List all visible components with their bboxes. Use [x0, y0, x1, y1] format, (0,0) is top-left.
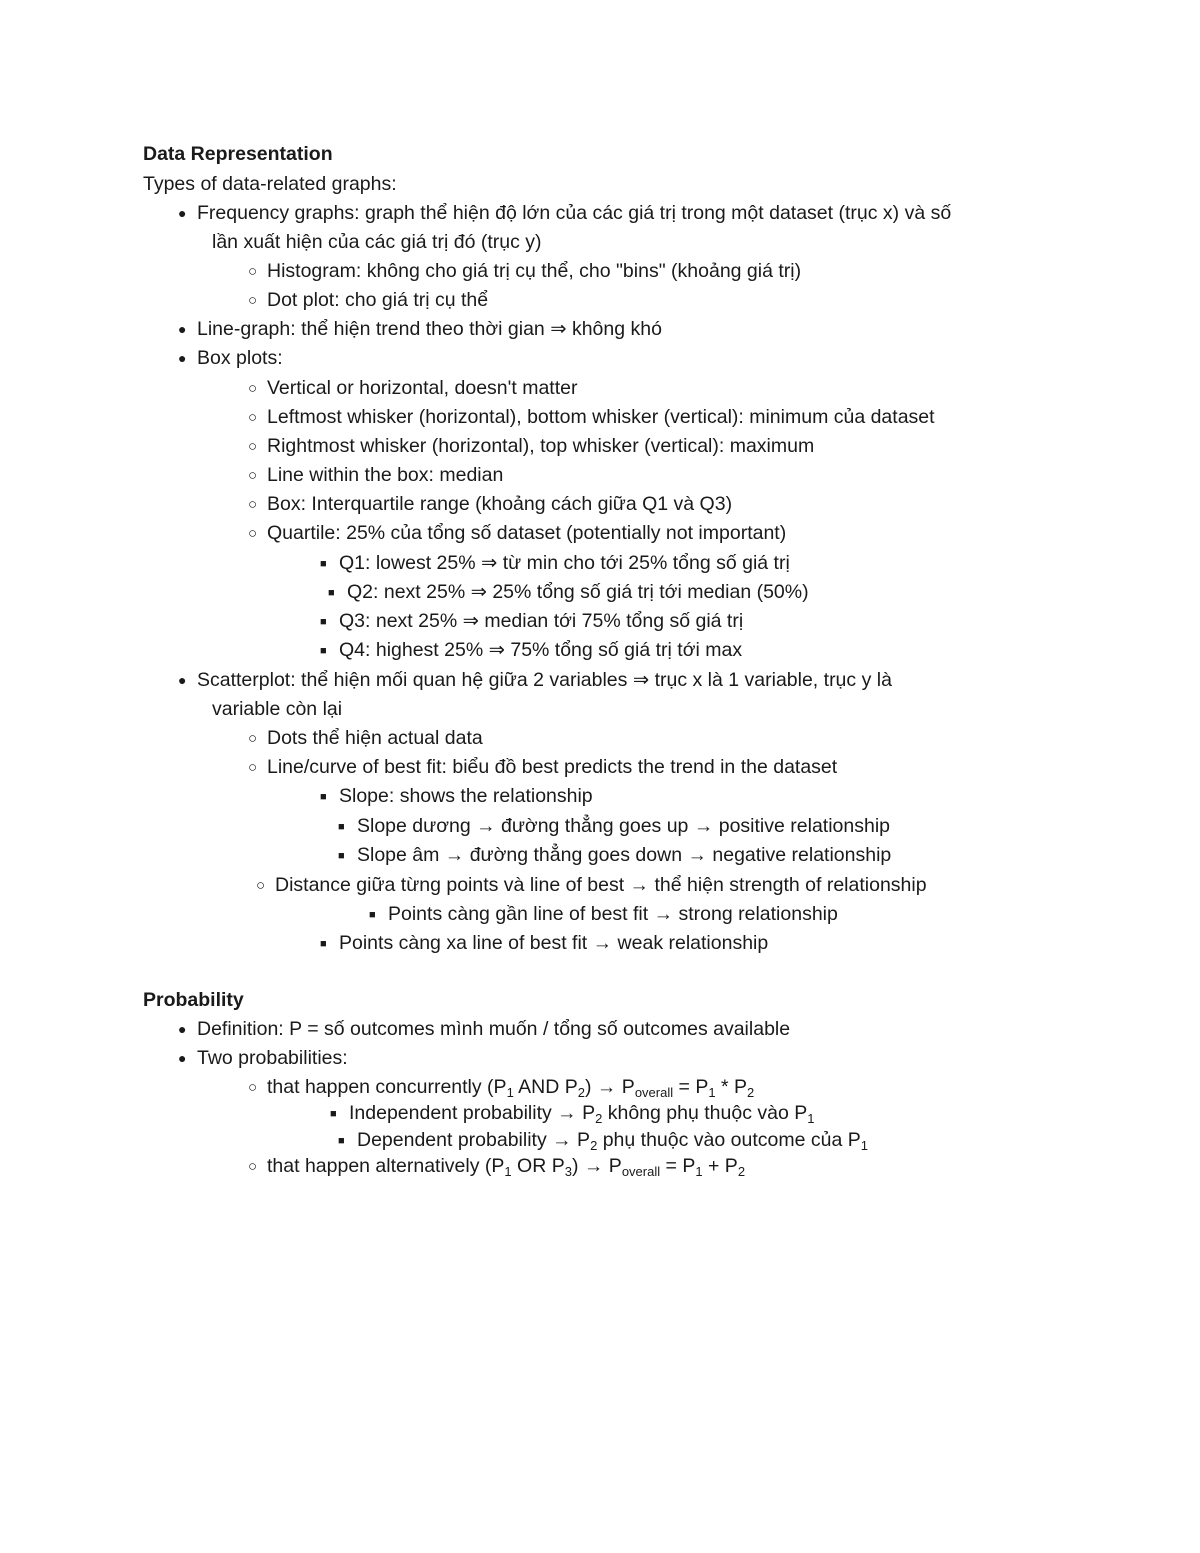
list-item [248, 287, 488, 314]
list-item [178, 316, 662, 342]
bullet-circle-icon: ○ [248, 467, 258, 484]
item-text: Q3: next 25% ⇒ median tới 75% tổng số giá trị [339, 610, 744, 632]
list-item [248, 520, 786, 547]
subscript: 1 [860, 1138, 868, 1153]
list-item [248, 491, 732, 518]
bullet-disc-icon: ● [178, 321, 187, 337]
bullet-circle-icon: ○ [248, 759, 258, 776]
item-text: Scatterplot: thể hiện mối quan hệ giữa 2 variables ⇒ trục x là 1 variable, trục y là [197, 669, 892, 691]
list-item [369, 901, 838, 928]
list-item [320, 550, 790, 577]
item-text: Vertical or horizontal, doesn't matter [267, 377, 578, 399]
formula-text [267, 1155, 745, 1177]
list-item-continuation: lần xuất hiện của các giá trị đó (trục y) [212, 231, 542, 253]
bullet-circle-icon: ○ [248, 409, 258, 426]
item-text: Frequency graphs: graph thể hiện độ lớn của các giá trị trong một dataset (trục x) và số [197, 202, 952, 224]
bullet-square-icon: ■ [338, 850, 345, 862]
list-item [328, 579, 809, 606]
list-item [178, 1016, 790, 1042]
text-segment: AND P [513, 1076, 578, 1098]
list-item [248, 404, 935, 431]
text-segment: + P [702, 1155, 738, 1177]
bullet-circle-icon: ○ [248, 438, 258, 455]
list-item [178, 1045, 348, 1071]
list-item [338, 813, 890, 840]
section-heading-data-representation: Data Representation [143, 143, 333, 165]
subscript: overall [621, 1164, 661, 1179]
bullet-square-icon: ■ [320, 791, 327, 803]
bullet-square-icon: ■ [320, 616, 327, 628]
bullet-square-icon: ■ [328, 587, 335, 599]
subscript: 3 [564, 1164, 572, 1179]
bullet-disc-icon: ● [178, 1021, 187, 1037]
list-item [248, 725, 483, 752]
bullet-circle-icon: ○ [248, 380, 258, 397]
text-segment: that happen concurrently (P [267, 1076, 507, 1098]
bullet-square-icon: ■ [338, 821, 345, 833]
item-text: Definition: P = số outcomes mình muốn / tổng số outcomes available [197, 1018, 791, 1040]
list-item [330, 1100, 814, 1127]
item-text: Box plots: [197, 347, 283, 369]
item-text: Distance giữa từng points và line of best → thể hiện strength of relationship [275, 874, 927, 896]
formula-text [349, 1102, 814, 1124]
list-item [320, 783, 593, 810]
bullet-circle-icon: ○ [248, 1158, 258, 1175]
text-segment: Dependent probability → P [357, 1129, 591, 1151]
list-item [248, 375, 577, 402]
item-text: Q2: next 25% ⇒ 25% tổng số giá trị tới median (50%) [347, 581, 809, 603]
item-text: Line within the box: median [267, 464, 504, 486]
subscript: 1 [506, 1085, 514, 1100]
list-item [178, 200, 951, 226]
bullet-disc-icon: ● [178, 672, 187, 688]
bullet-circle-icon: ○ [248, 525, 258, 542]
text-segment: ) → P [571, 1155, 622, 1177]
subscript: 1 [695, 1164, 703, 1179]
bullet-square-icon: ■ [320, 938, 327, 950]
list-item [320, 637, 742, 664]
item-text: Points càng xa line of best fit → weak relationship [339, 932, 769, 954]
bullet-circle-icon: ○ [256, 877, 266, 894]
text-segment: ) → P [584, 1076, 635, 1098]
item-text: Line-graph: thể hiện trend theo thời gian ⇒ không khó [197, 318, 662, 340]
item-text: Dots thể hiện actual data [267, 727, 483, 749]
list-item [248, 258, 801, 285]
subscript: 1 [504, 1164, 512, 1179]
bullet-circle-icon: ○ [248, 263, 258, 280]
formula-text [267, 1076, 754, 1098]
item-text: Dot plot: cho giá trị cụ thể [267, 289, 489, 311]
subscript: 2 [577, 1085, 585, 1100]
item-text: Points càng gần line of best fit → strong relationship [388, 903, 838, 925]
bullet-disc-icon: ● [178, 350, 187, 366]
item-text: Slope dương → đường thẳng goes up → positive relationship [357, 815, 891, 837]
bullet-circle-icon: ○ [248, 496, 258, 513]
bullet-square-icon: ■ [320, 645, 327, 657]
list-item [256, 872, 927, 899]
subscript: 2 [590, 1138, 598, 1153]
text-segment: phụ thuộc vào outcome của P [597, 1129, 861, 1151]
bullet-square-icon: ■ [320, 558, 327, 570]
text-segment: không phụ thuộc vào P [602, 1102, 808, 1124]
item-text: Quartile: 25% của tổng số dataset (potentially not important) [267, 522, 787, 544]
list-item [320, 608, 743, 635]
text-segment: = P [673, 1076, 709, 1098]
text-segment: OR P [511, 1155, 565, 1177]
subscript: 1 [807, 1111, 815, 1126]
text-segment: = P [660, 1155, 696, 1177]
bullet-square-icon: ■ [338, 1135, 345, 1147]
list-item [320, 930, 768, 957]
bullet-circle-icon: ○ [248, 292, 258, 309]
bullet-circle-icon: ○ [248, 730, 258, 747]
bullet-disc-icon: ● [178, 205, 187, 221]
list-item [248, 1153, 745, 1180]
bullet-circle-icon: ○ [248, 1079, 258, 1096]
subscript: 2 [747, 1085, 755, 1100]
list-item [178, 667, 892, 693]
bullet-square-icon: ■ [369, 909, 376, 921]
subscript: 2 [595, 1111, 603, 1126]
item-text: Histogram: không cho giá trị cụ thể, cho "bins" (khoảng giá trị) [267, 260, 802, 282]
list-item [178, 345, 283, 371]
text-segment: * P [715, 1076, 748, 1098]
item-text: Rightmost whisker (horizontal), top whisker (vertical): maximum [267, 435, 815, 457]
list-item-continuation: variable còn lại [212, 698, 343, 720]
item-text: Two probabilities: [197, 1047, 348, 1069]
item-text: Q4: highest 25% ⇒ 75% tổng số giá trị tới max [339, 639, 743, 661]
list-item [248, 754, 837, 781]
intro-text: Types of data-related graphs: [143, 173, 397, 195]
list-item [248, 462, 503, 489]
subscript: 2 [737, 1164, 746, 1179]
formula-text [357, 1129, 868, 1151]
list-item [248, 433, 814, 460]
item-text: Slope: shows the relationship [339, 785, 593, 807]
bullet-square-icon: ■ [330, 1108, 337, 1120]
item-text: Leftmost whisker (horizontal), bottom whisker (vertical): minimum của dataset [267, 406, 935, 428]
list-item [338, 842, 891, 869]
item-text: Box: Interquartile range (khoảng cách giữa Q1 và Q3) [267, 493, 733, 515]
item-text: Line/curve of best fit: biểu đồ best predicts the trend in the dataset [267, 756, 838, 778]
text-segment: Independent probability → P [349, 1102, 596, 1124]
bullet-disc-icon: ● [178, 1050, 187, 1066]
list-item [248, 1074, 754, 1101]
subscript: 1 [708, 1085, 716, 1100]
section-heading-probability: Probability [143, 989, 244, 1011]
text-segment: that happen alternatively (P [267, 1155, 505, 1177]
list-item [338, 1127, 868, 1154]
item-text: Slope âm → đường thẳng goes down → negative relationship [357, 844, 892, 866]
item-text: Q1: lowest 25% ⇒ từ min cho tới 25% tổng số giá trị [339, 552, 790, 574]
subscript: overall [634, 1085, 674, 1100]
